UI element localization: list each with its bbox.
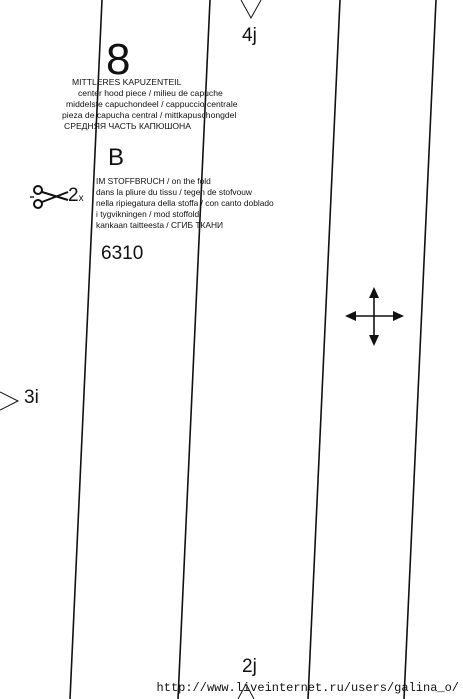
cut-line-4	[404, 0, 436, 699]
notch-top-icon	[241, 0, 261, 18]
cut-count-suffix: x	[78, 193, 84, 204]
scissors-icon	[30, 186, 68, 208]
piece-name-line-2: center hood piece / milieu de capuche	[78, 88, 223, 98]
fold-line-4: i tygvikningen / mod stoffold	[96, 209, 200, 219]
notch-label-bottom: 2j	[242, 656, 257, 677]
fold-line-2: dans la pliure du tissu / tegen de stofvouw	[96, 187, 252, 197]
piece-name-line-4: pieza de capucha central / mittkapuschongdel	[62, 110, 237, 120]
pattern-number: 6310	[101, 243, 144, 264]
fold-line-3: nella ripiegatura della stoffa / con canto doblado	[96, 198, 274, 208]
piece-number: 8	[106, 35, 131, 84]
four-way-arrow-icon	[345, 287, 404, 346]
notch-label-top: 4j	[242, 25, 257, 46]
fold-line-1: IM STOFFBRUCH / on the fold	[96, 176, 211, 186]
cut-count	[68, 185, 84, 210]
piece-name-line-1: MITTLERES KAPUZENTEIL	[72, 77, 182, 87]
piece-name-line-3: middelste capuchondeel / cappuccio centrale	[66, 99, 238, 109]
piece-name-line-5: СРЕДНЯЯ ЧАСТЬ КАПЮШОНА	[64, 121, 191, 131]
cut-line-3	[308, 0, 340, 699]
notch-left-icon	[0, 392, 18, 410]
notch-label-left: 3i	[24, 387, 39, 408]
watermark-url: http://www.liveinternet.ru/users/galina_o/	[156, 681, 459, 695]
variant-letter: B	[108, 144, 125, 171]
fold-line-5: kankaan taitteesta / СГИБ ТКАНИ	[96, 220, 224, 230]
cut-count-number: 2	[68, 185, 79, 206]
